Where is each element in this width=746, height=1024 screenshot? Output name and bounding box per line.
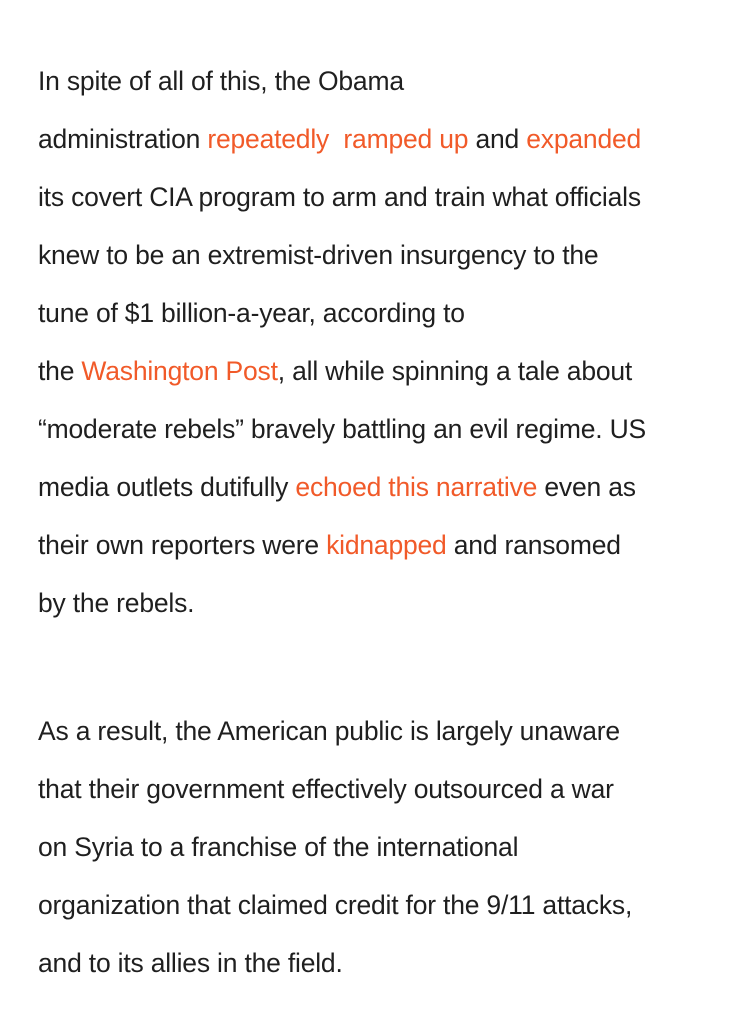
paragraph-line: its covert CIA program to arm and train what officials bbox=[38, 182, 641, 212]
paragraph-line: “moderate rebels” bravely battling an evil regime. US bbox=[38, 414, 647, 444]
link-washington-post[interactable]: Washington Post bbox=[81, 356, 278, 386]
paragraph-line bbox=[38, 110, 738, 168]
paragraph-line: tune of $1 billion-a-year, according to bbox=[38, 298, 465, 328]
paragraph-line: knew to be an extremist-driven insurgency to the bbox=[38, 240, 599, 270]
paragraph-line: by the rebels. bbox=[38, 588, 195, 618]
link-repeatedly[interactable]: repeatedly bbox=[207, 124, 330, 154]
paragraph-spacer bbox=[38, 632, 738, 702]
text-segment bbox=[329, 124, 343, 154]
paragraph-line: that their government effectively outsourced a war bbox=[38, 774, 614, 804]
paragraph-line bbox=[38, 516, 738, 574]
paragraph-line: on Syria to a franchise of the international bbox=[38, 832, 519, 862]
text-segment: , all while spinning a tale about bbox=[277, 356, 633, 386]
text-segment: and ransomed bbox=[446, 530, 621, 560]
link-ramped-up[interactable]: ramped up bbox=[343, 124, 469, 154]
paragraph-line bbox=[38, 458, 738, 516]
paragraph-2 bbox=[38, 702, 738, 992]
paragraph-line: and to its allies in the field. bbox=[38, 948, 343, 978]
article-body bbox=[38, 52, 738, 992]
link-kidnapped[interactable]: kidnapped bbox=[326, 530, 447, 560]
text-segment: even as bbox=[537, 472, 636, 502]
text-segment: and bbox=[468, 124, 527, 154]
text-segment: their own reporters were bbox=[38, 530, 327, 560]
text-segment: administration bbox=[38, 124, 208, 154]
link-echoed-this-narrative[interactable]: echoed this narrative bbox=[295, 472, 538, 502]
paragraph-line: As a result, the American public is largely unaware bbox=[38, 716, 620, 746]
paragraph-1 bbox=[38, 52, 738, 632]
text-segment: media outlets dutifully bbox=[38, 472, 296, 502]
paragraph-line bbox=[38, 342, 738, 400]
paragraph-line: In spite of all of this, the Obama bbox=[38, 66, 404, 96]
paragraph-line: organization that claimed credit for the 9/11 attacks, bbox=[38, 890, 633, 920]
link-expanded[interactable]: expanded bbox=[526, 124, 642, 154]
text-segment: the bbox=[38, 356, 82, 386]
